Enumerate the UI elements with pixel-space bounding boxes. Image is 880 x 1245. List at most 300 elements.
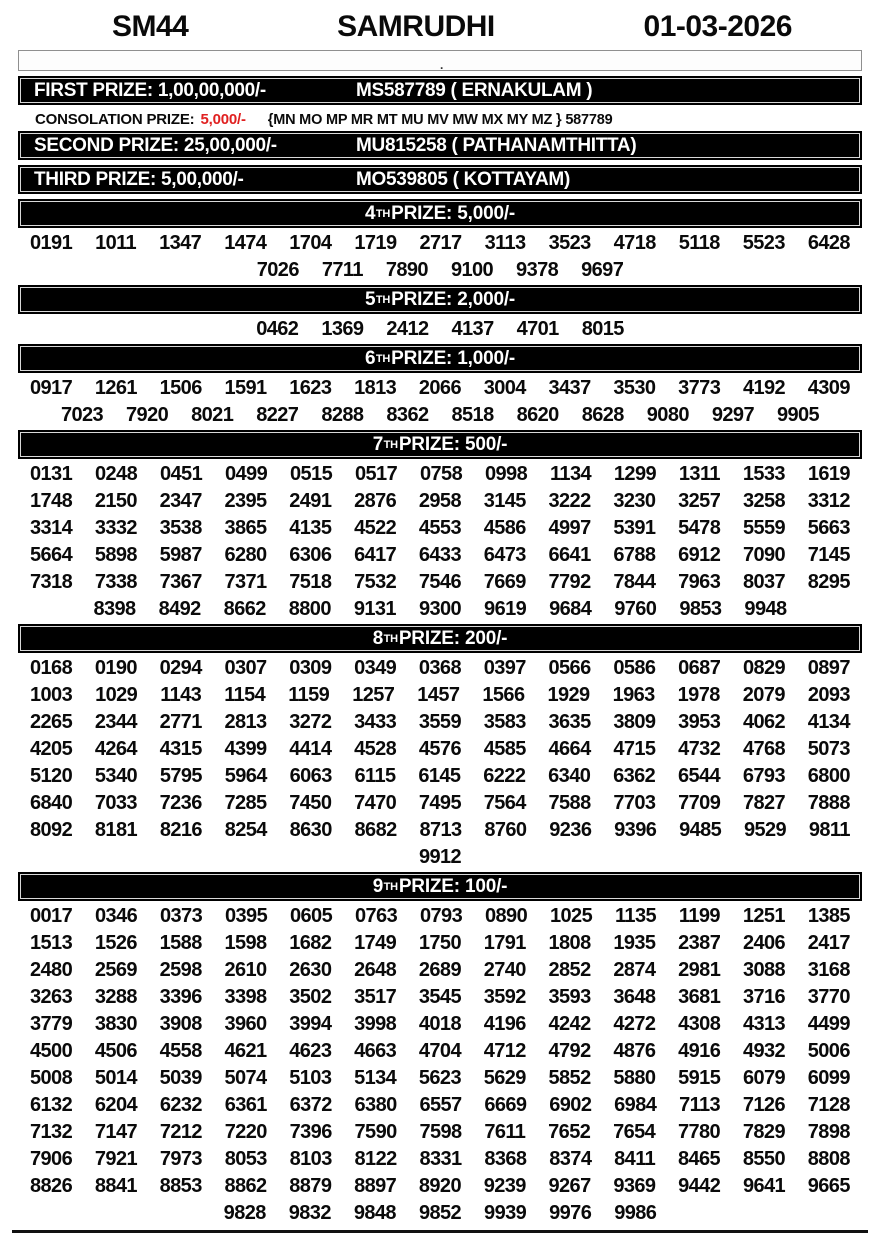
prize-number: 7703 bbox=[613, 792, 656, 814]
prize-number: 3559 bbox=[418, 711, 461, 733]
prize-ordinal: 8 bbox=[372, 627, 384, 649]
prize-number: 6912 bbox=[678, 544, 721, 566]
prize-number: 1748 bbox=[30, 490, 73, 512]
prize-number-row bbox=[0, 257, 880, 284]
prize-number: 6362 bbox=[613, 765, 656, 787]
prize-number: 5915 bbox=[678, 1067, 721, 1089]
prize-number: 1623 bbox=[289, 377, 332, 399]
prize-number: 0190 bbox=[94, 657, 137, 679]
prize-number: 0248 bbox=[95, 463, 138, 485]
prize-number: 6099 bbox=[807, 1067, 850, 1089]
prize-number: 4500 bbox=[30, 1040, 73, 1062]
prize-number: 1154 bbox=[224, 684, 266, 706]
prize-number: 8800 bbox=[288, 598, 331, 620]
prize-number: 3830 bbox=[94, 1013, 137, 1035]
prize-number: 2717 bbox=[419, 232, 462, 254]
prize-number: 7236 bbox=[159, 792, 202, 814]
prize-number: 7921 bbox=[94, 1148, 137, 1170]
prize-number: 2093 bbox=[807, 684, 850, 706]
prize-amount-text: PRIZE: 2,000/- bbox=[391, 288, 516, 310]
prize-number: 7963 bbox=[678, 571, 721, 593]
prize-number: 9684 bbox=[549, 598, 592, 620]
prize-number: 7090 bbox=[742, 544, 786, 566]
prize-number: 5074 bbox=[224, 1067, 267, 1089]
prize-number: 4585 bbox=[483, 738, 526, 760]
prize-number: 1134 bbox=[550, 463, 591, 485]
prize-number: 4876 bbox=[613, 1040, 656, 1062]
prize-number: 8103 bbox=[289, 1148, 332, 1170]
prize-number-row bbox=[0, 461, 880, 488]
prize-number: 7611 bbox=[484, 1121, 526, 1143]
prize-number: 9300 bbox=[418, 598, 462, 620]
prize-number: 6793 bbox=[742, 765, 785, 787]
prize-number: 1261 bbox=[94, 377, 137, 399]
prize-number: 1369 bbox=[321, 318, 364, 340]
prize-number: 1808 bbox=[548, 932, 591, 954]
prize-number: 1347 bbox=[159, 232, 202, 254]
prize-number: 4932 bbox=[742, 1040, 786, 1062]
draw-code: SM44 bbox=[112, 10, 189, 43]
prize-number: 2876 bbox=[354, 490, 397, 512]
consolation-amount: 5,000/- bbox=[200, 111, 246, 128]
prize-number: 8518 bbox=[451, 404, 494, 426]
prize-number: 3716 bbox=[742, 986, 786, 1008]
prize-number: 8853 bbox=[159, 1175, 202, 1197]
prize-number: 7495 bbox=[418, 792, 461, 814]
prize-number: 9912 bbox=[418, 846, 462, 868]
prize-number-row bbox=[0, 316, 880, 343]
prize-number: 8216 bbox=[159, 819, 202, 841]
prize-number: 8362 bbox=[386, 404, 429, 426]
prize-number: 0191 bbox=[30, 232, 73, 254]
prize-number: 4205 bbox=[30, 738, 73, 760]
prize-number: 7367 bbox=[159, 571, 202, 593]
prize-number: 4399 bbox=[224, 738, 267, 760]
prize-ordinal: 6 bbox=[364, 347, 376, 369]
prize-number: 8295 bbox=[807, 571, 850, 593]
prize-number: 2630 bbox=[289, 959, 332, 981]
prize-number: 1003 bbox=[30, 684, 73, 706]
prize-number: 2598 bbox=[159, 959, 202, 981]
prize-number: 5852 bbox=[548, 1067, 591, 1089]
prize-number: 0829 bbox=[742, 657, 786, 679]
prize-number: 1588 bbox=[159, 932, 202, 954]
prize-number: 7890 bbox=[385, 259, 428, 281]
prize-number: 8254 bbox=[224, 819, 267, 841]
prize-number: 7318 bbox=[30, 571, 73, 593]
prize-number: 8628 bbox=[581, 404, 624, 426]
prize-number: 2347 bbox=[159, 490, 202, 512]
prize-number: 5006 bbox=[807, 1040, 850, 1062]
prize-number: 2852 bbox=[548, 959, 591, 981]
prize-number: 8862 bbox=[224, 1175, 267, 1197]
prize-number: 1029 bbox=[95, 684, 138, 706]
prize-number: 2417 bbox=[807, 932, 850, 954]
prize-number: 6902 bbox=[549, 1094, 592, 1116]
prize-number: 1506 bbox=[159, 377, 202, 399]
prize-number: 8374 bbox=[549, 1148, 592, 1170]
prize-number: 7212 bbox=[159, 1121, 202, 1143]
prize-number: 8879 bbox=[289, 1175, 332, 1197]
prize-number: 5987 bbox=[159, 544, 202, 566]
prize-number: 4664 bbox=[548, 738, 591, 760]
prize-number: 6372 bbox=[289, 1094, 332, 1116]
prize-number: 1457 bbox=[417, 684, 460, 706]
prize-number: 5014 bbox=[94, 1067, 137, 1089]
prize-number: 8630 bbox=[289, 819, 332, 841]
prize-number: 0451 bbox=[160, 463, 203, 485]
prize-number: 7546 bbox=[418, 571, 461, 593]
prize-number: 7338 bbox=[94, 571, 137, 593]
prize-number: 9131 bbox=[353, 598, 396, 620]
prize-number: 0605 bbox=[290, 905, 333, 927]
prize-number: 3145 bbox=[483, 490, 526, 512]
prize-number: 9529 bbox=[743, 819, 787, 841]
prize-ordinal: 4 bbox=[364, 202, 376, 224]
prize-number: 1682 bbox=[289, 932, 332, 954]
prize-number: 1566 bbox=[482, 684, 525, 706]
prize-number: 8331 bbox=[419, 1148, 462, 1170]
prize-number-row bbox=[0, 736, 880, 763]
prize-number: 7598 bbox=[419, 1121, 462, 1143]
prize-number: 1011 bbox=[95, 232, 137, 254]
prize-number: 3517 bbox=[354, 986, 397, 1008]
prize-number-row bbox=[0, 1065, 880, 1092]
prize-number: 6433 bbox=[418, 544, 461, 566]
prize-number: 8550 bbox=[742, 1148, 785, 1170]
prize-number: 5898 bbox=[94, 544, 137, 566]
prize-number: 7780 bbox=[677, 1121, 721, 1143]
prize-number-row bbox=[0, 957, 880, 984]
prize-number: 4242 bbox=[548, 1013, 591, 1035]
prize-number: 1598 bbox=[224, 932, 267, 954]
prize-number: 8897 bbox=[354, 1175, 397, 1197]
stray-dot: . bbox=[440, 58, 444, 72]
prize-number: 3398 bbox=[224, 986, 267, 1008]
prize-number: 4522 bbox=[354, 517, 397, 539]
prize-number: 3332 bbox=[94, 517, 137, 539]
prize-number: 0349 bbox=[354, 657, 397, 679]
prize-sections bbox=[0, 199, 880, 1227]
prize-number-row bbox=[0, 817, 880, 844]
prize-number: 2344 bbox=[94, 711, 137, 733]
prize-amount-text: PRIZE: 5,000/- bbox=[391, 202, 516, 224]
prize-section-header: 8 TH PRIZE: 200/- bbox=[18, 624, 862, 653]
prize-amount-text: PRIZE: 500/- bbox=[398, 433, 508, 455]
prize-number-row bbox=[0, 790, 880, 817]
prize-number: 6204 bbox=[94, 1094, 137, 1116]
prize-number: 9848 bbox=[353, 1202, 396, 1224]
prize-number: 6557 bbox=[419, 1094, 462, 1116]
prize-number: 4134 bbox=[807, 711, 850, 733]
prize-number: 9619 bbox=[484, 598, 527, 620]
prize-number: 7518 bbox=[289, 571, 332, 593]
prize-number: 0131 bbox=[30, 463, 73, 485]
prize-number: 5795 bbox=[159, 765, 202, 787]
prize-number: 7792 bbox=[548, 571, 591, 593]
prize-number: 8021 bbox=[191, 404, 234, 426]
prize-number: 2771 bbox=[159, 711, 202, 733]
prize-number: 4558 bbox=[159, 1040, 202, 1062]
prize-number-row bbox=[0, 230, 880, 257]
empty-box bbox=[18, 50, 862, 71]
prize-number: 7396 bbox=[289, 1121, 332, 1143]
third-prize-bar bbox=[18, 165, 862, 194]
prize-ordinal: 9 bbox=[372, 875, 384, 897]
prize-number: 8826 bbox=[30, 1175, 73, 1197]
page-header bbox=[0, 0, 880, 48]
prize-number: 8713 bbox=[419, 819, 462, 841]
prize-amount-text: PRIZE: 100/- bbox=[398, 875, 508, 897]
prize-number: 7888 bbox=[807, 792, 850, 814]
prize-number: 0515 bbox=[290, 463, 333, 485]
prize-number: 7588 bbox=[548, 792, 591, 814]
prize-number: 3953 bbox=[678, 711, 721, 733]
prize-number: 8053 bbox=[224, 1148, 267, 1170]
prize-number-row bbox=[0, 596, 880, 623]
prize-number: 2958 bbox=[418, 490, 461, 512]
prize-number-row bbox=[0, 375, 880, 402]
prize-number: 7033 bbox=[94, 792, 137, 814]
prize-number: 0309 bbox=[289, 657, 332, 679]
prize-number: 9697 bbox=[581, 259, 624, 281]
prize-number: 8620 bbox=[516, 404, 559, 426]
prize-number: 9641 bbox=[742, 1175, 786, 1197]
prize-number: 1143 bbox=[160, 684, 202, 706]
prize-section-header: 9 TH PRIZE: 100/- bbox=[18, 872, 862, 901]
prize-number: 7669 bbox=[483, 571, 526, 593]
prize-number: 8492 bbox=[158, 598, 201, 620]
second-prize-winner: MU815258 ( PATHANAMTHITTA) bbox=[356, 134, 637, 156]
prize-number: 8015 bbox=[581, 318, 624, 340]
prize-number: 6232 bbox=[159, 1094, 202, 1116]
prize-number: 3779 bbox=[30, 1013, 73, 1035]
prize-number: 3865 bbox=[224, 517, 267, 539]
prize-number: 2648 bbox=[354, 959, 397, 981]
draw-date: 01-03-2026 bbox=[643, 10, 792, 43]
prize-number: 7470 bbox=[354, 792, 397, 814]
prize-number: 6417 bbox=[354, 544, 397, 566]
prize-number: 9442 bbox=[678, 1175, 721, 1197]
prize-number: 4135 bbox=[289, 517, 332, 539]
prize-number: 3681 bbox=[678, 986, 721, 1008]
prize-number: 5340 bbox=[94, 765, 137, 787]
prize-number: 1251 bbox=[742, 905, 785, 927]
prize-ordinal: 7 bbox=[372, 433, 384, 455]
prize-number: 1025 bbox=[550, 905, 593, 927]
prize-number-row bbox=[0, 844, 880, 871]
prize-number: 1929 bbox=[547, 684, 590, 706]
prize-number: 3960 bbox=[224, 1013, 267, 1035]
prize-number: 6222 bbox=[483, 765, 526, 787]
prize-number: 4768 bbox=[742, 738, 786, 760]
prize-number: 5964 bbox=[224, 765, 267, 787]
prize-number: 6380 bbox=[354, 1094, 397, 1116]
prize-number: 8092 bbox=[30, 819, 73, 841]
prize-number: 0917 bbox=[30, 377, 73, 399]
prize-number: 4192 bbox=[742, 377, 786, 399]
prize-number: 8181 bbox=[94, 819, 137, 841]
prize-number: 0294 bbox=[159, 657, 202, 679]
prize-number: 6340 bbox=[548, 765, 591, 787]
prize-number: 9853 bbox=[679, 598, 722, 620]
prize-number: 3433 bbox=[354, 711, 397, 733]
prize-number-row bbox=[0, 682, 880, 709]
prize-number: 0517 bbox=[355, 463, 398, 485]
prize-number: 7709 bbox=[678, 792, 721, 814]
prize-number: 4196 bbox=[483, 1013, 526, 1035]
prize-number: 9236 bbox=[549, 819, 592, 841]
prize-number: 0793 bbox=[420, 905, 463, 927]
prize-number: 1935 bbox=[613, 932, 656, 954]
prize-number: 5559 bbox=[742, 517, 786, 539]
prize-section-header: 4 TH PRIZE: 5,000/- bbox=[18, 199, 862, 228]
prize-number-row bbox=[0, 1092, 880, 1119]
third-prize-label: THIRD PRIZE: 5,00,000/- bbox=[34, 168, 244, 190]
prize-number: 5391 bbox=[613, 517, 656, 539]
prize-number: 2387 bbox=[678, 932, 721, 954]
prize-number: 2265 bbox=[30, 711, 73, 733]
consolation-prize-row bbox=[0, 110, 880, 131]
prize-number: 9986 bbox=[614, 1202, 657, 1224]
prize-number: 5664 bbox=[30, 544, 73, 566]
prize-section-header: 7 TH PRIZE: 500/- bbox=[18, 430, 862, 459]
prize-number: 0763 bbox=[355, 905, 398, 927]
prize-ordinal: 5 bbox=[364, 288, 376, 310]
prize-number-row bbox=[0, 488, 880, 515]
prize-number: 4137 bbox=[451, 318, 494, 340]
prize-number: 4313 bbox=[742, 1013, 786, 1035]
prize-number: 7371 bbox=[224, 571, 267, 593]
prize-number: 9760 bbox=[614, 598, 657, 620]
prize-number: 4414 bbox=[289, 738, 332, 760]
prize-number-row bbox=[0, 1119, 880, 1146]
prize-number-row bbox=[0, 402, 880, 429]
prize-number: 4528 bbox=[354, 738, 397, 760]
prize-number: 3263 bbox=[30, 986, 73, 1008]
prize-number: 7898 bbox=[807, 1121, 850, 1143]
prize-number: 3592 bbox=[483, 986, 526, 1008]
prize-number: 4264 bbox=[94, 738, 137, 760]
prize-number: 3545 bbox=[418, 986, 461, 1008]
prize-number: 4718 bbox=[613, 232, 656, 254]
prize-amount-text: PRIZE: 1,000/- bbox=[391, 347, 516, 369]
prize-number: 3809 bbox=[613, 711, 656, 733]
prize-number: 0307 bbox=[224, 657, 267, 679]
prize-number: 3088 bbox=[742, 959, 786, 981]
prize-number: 1311 bbox=[678, 463, 720, 485]
prize-number: 1791 bbox=[483, 932, 526, 954]
prize-number-row bbox=[0, 903, 880, 930]
prize-section-header: 6 TH PRIZE: 1,000/- bbox=[18, 344, 862, 373]
prize-number: 3583 bbox=[483, 711, 526, 733]
bottom-divider bbox=[12, 1230, 868, 1233]
prize-number: 6428 bbox=[807, 232, 850, 254]
prize-number: 4792 bbox=[548, 1040, 591, 1062]
prize-number: 1750 bbox=[418, 932, 461, 954]
prize-number: 6473 bbox=[483, 544, 526, 566]
prize-number: 1719 bbox=[354, 232, 397, 254]
prize-number: 7147 bbox=[94, 1121, 137, 1143]
prize-number: 1978 bbox=[677, 684, 720, 706]
prize-number: 7023 bbox=[60, 404, 104, 426]
prize-number: 3437 bbox=[548, 377, 591, 399]
prize-number: 8760 bbox=[484, 819, 527, 841]
prize-number: 1385 bbox=[807, 905, 850, 927]
prize-number: 3272 bbox=[289, 711, 332, 733]
prize-number: 9485 bbox=[679, 819, 722, 841]
prize-number: 3593 bbox=[548, 986, 591, 1008]
prize-number: 9100 bbox=[450, 259, 494, 281]
prize-number: 3998 bbox=[354, 1013, 397, 1035]
prize-number: 2395 bbox=[224, 490, 267, 512]
prize-number: 7827 bbox=[742, 792, 786, 814]
prize-number: 8288 bbox=[321, 404, 364, 426]
prize-number: 8122 bbox=[354, 1148, 397, 1170]
prize-section-header: 5 TH PRIZE: 2,000/- bbox=[18, 285, 862, 314]
second-prize-bar bbox=[18, 131, 862, 160]
prize-number: 1474 bbox=[224, 232, 267, 254]
prize-number: 5663 bbox=[807, 517, 850, 539]
prize-number: 6306 bbox=[289, 544, 332, 566]
prize-number: 4712 bbox=[483, 1040, 526, 1062]
prize-number: 5629 bbox=[483, 1067, 526, 1089]
prize-number: 5134 bbox=[354, 1067, 397, 1089]
prize-number: 1135 bbox=[615, 905, 656, 927]
prize-number-row bbox=[0, 763, 880, 790]
prize-number: 4499 bbox=[807, 1013, 850, 1035]
prize-number-row bbox=[0, 542, 880, 569]
prize-number: 3004 bbox=[483, 377, 526, 399]
prize-number: 0687 bbox=[678, 657, 721, 679]
prize-number: 8682 bbox=[354, 819, 397, 841]
prize-number: 6984 bbox=[614, 1094, 657, 1116]
prize-number: 1513 bbox=[30, 932, 73, 954]
prize-number: 2491 bbox=[289, 490, 332, 512]
prize-number: 2480 bbox=[30, 959, 73, 981]
prize-number-row bbox=[0, 655, 880, 682]
prize-number: 4621 bbox=[224, 1040, 267, 1062]
prize-number: 7220 bbox=[224, 1121, 267, 1143]
prize-number: 9828 bbox=[223, 1202, 266, 1224]
prize-number: 3258 bbox=[742, 490, 786, 512]
prize-number: 6669 bbox=[484, 1094, 527, 1116]
prize-number: 8808 bbox=[807, 1148, 850, 1170]
prize-number: 7132 bbox=[30, 1121, 73, 1143]
prize-number: 7590 bbox=[354, 1121, 397, 1143]
prize-number: 6641 bbox=[548, 544, 591, 566]
prize-number: 4308 bbox=[678, 1013, 721, 1035]
prize-number: 5103 bbox=[289, 1067, 332, 1089]
prize-number: 0395 bbox=[225, 905, 268, 927]
prize-number: 7652 bbox=[548, 1121, 591, 1143]
prize-number: 3168 bbox=[807, 959, 850, 981]
prize-number: 1963 bbox=[612, 684, 655, 706]
prize-number: 5008 bbox=[30, 1067, 73, 1089]
first-prize-bar bbox=[18, 76, 862, 105]
prize-number: 7113 bbox=[679, 1094, 721, 1116]
prize-number: 7128 bbox=[807, 1094, 850, 1116]
prize-number: 3222 bbox=[548, 490, 591, 512]
prize-number: 3770 bbox=[807, 986, 850, 1008]
lottery-name: SAMRUDHI bbox=[337, 10, 495, 43]
prize-number: 9948 bbox=[744, 598, 787, 620]
prize-number: 8920 bbox=[418, 1175, 461, 1197]
prize-number: 7920 bbox=[126, 404, 169, 426]
prize-number: 6115 bbox=[354, 765, 396, 787]
prize-number: 7145 bbox=[807, 544, 850, 566]
prize-number: 3538 bbox=[159, 517, 202, 539]
